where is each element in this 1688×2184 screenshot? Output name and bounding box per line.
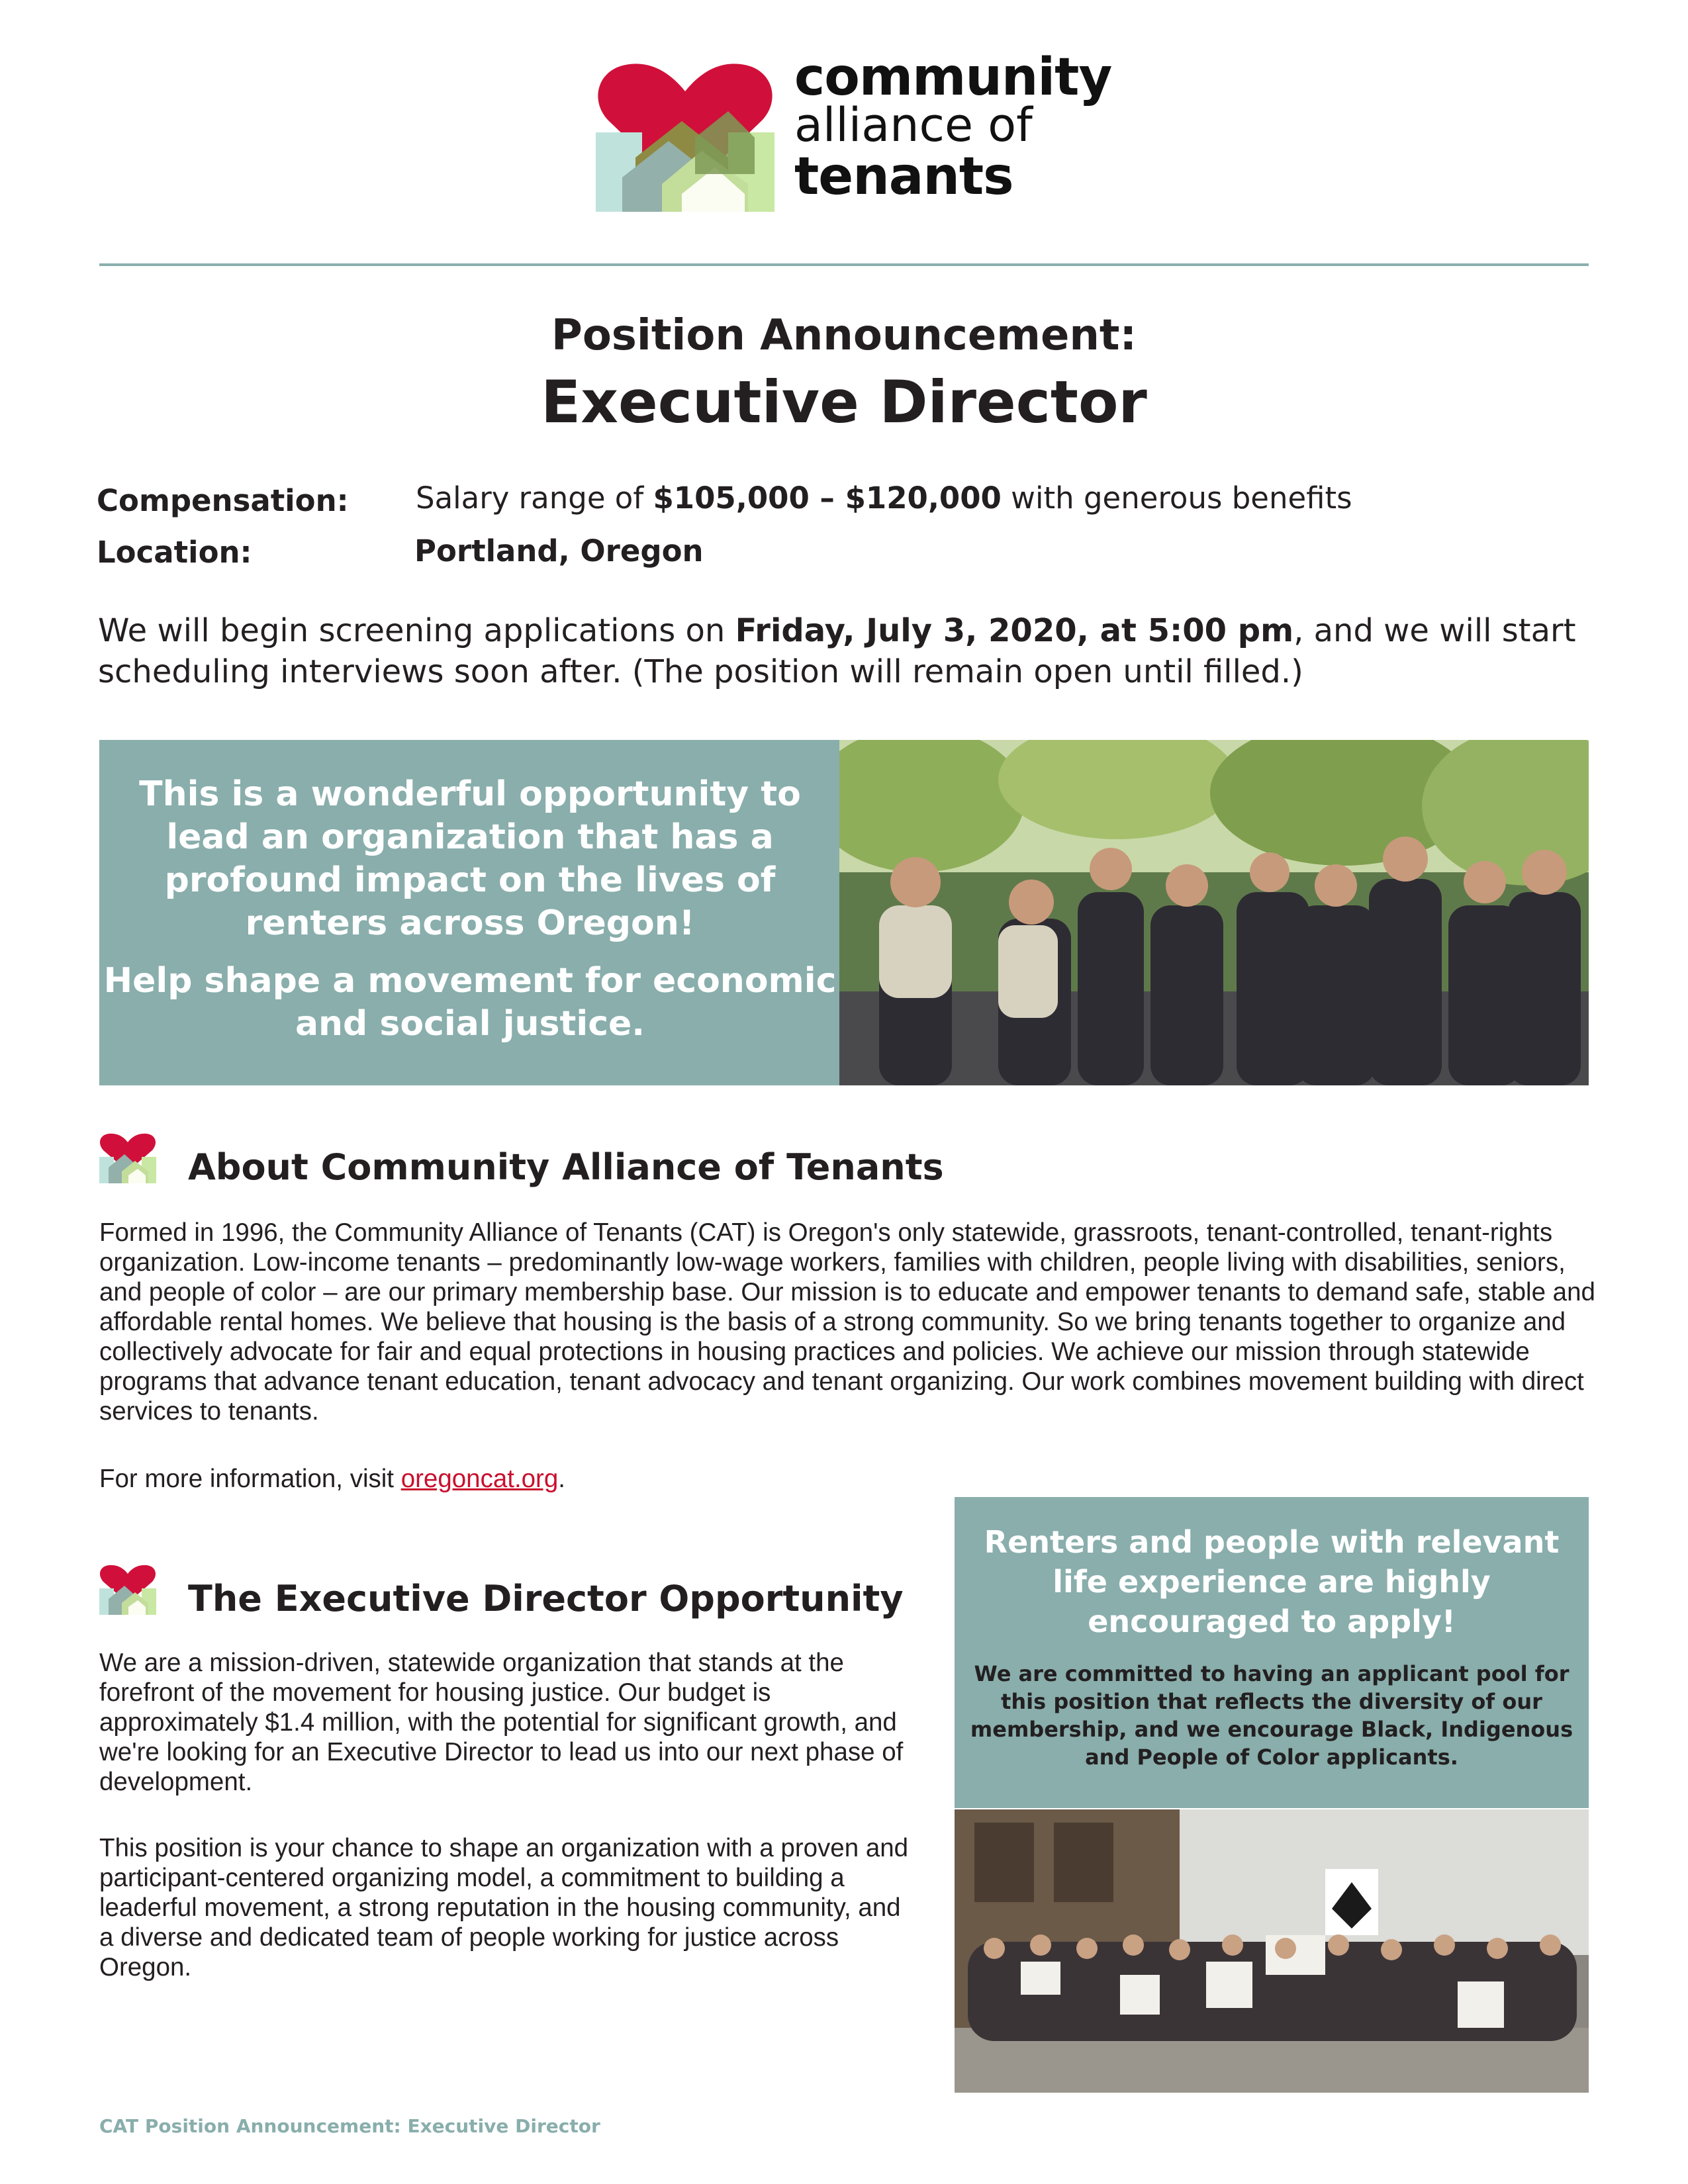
heart-house-icon [99,1565,156,1615]
compensation-value [416,480,1352,516]
more-info-suffix: . [558,1465,565,1493]
more-info-prefix: For more information, visit [99,1465,401,1493]
banner-paragraph-2: Help shape a movement for economic and social justice. [103,961,837,1044]
more-info [99,1464,565,1494]
about-heading: About Community Alliance of Tenants [188,1146,944,1188]
oregoncat-link[interactable]: oregoncat.org [400,1465,559,1493]
encouragement-heading: Renters and people with relevant life experience are highly encouraged to apply! [984,1524,1560,1639]
location-value: Portland, Oregon [414,533,704,569]
page-footer: CAT Position Announcement: Executive Director [99,2115,600,2137]
opportunity-heading: The Executive Director Opportunity [188,1578,904,1619]
screening-date: Friday, July 3, 2020, at 5:00 pm [735,612,1294,649]
page-title-line-2: Executive Director [541,368,1147,436]
screening-suffix: , and we will start scheduling interviews soon after. (The position will remain open until filled.) [98,612,1576,690]
logo-line-2: alliance of [794,98,1033,152]
banner-paragraph-1: This is a wonderful opportunity to lead an organization that has a profound impact on the lives of renters across Oregon! [139,774,801,943]
logo-line-1: community [794,48,1112,107]
header-divider [99,263,1589,266]
rally-photo [955,1809,1589,2093]
about-body: Formed in 1996, the Community Alliance of Tenants (CAT) is Oregon's only statewide, grassroots, tenant-controlled, tenant-rights organization. Low-income tenants – predominantly low-wage workers, families with children, people living with disabilities, seniors, and people of color – are our primary membership base. Our mission is to educate and empower tenants to demand safe, stable and affordable rental homes. We believe that housing is the basis of a strong community. So we bring tenants together to organize and collectively advocate for fair and equal protections in housing practices and policies. We achieve our mission through statewide programs that advance tenant education, tenant advocacy and tenant organizing. Our work combines movement building with direct services to tenants. [99,1218,1595,1426]
compensation-suffix: with generous benefits [1001,480,1352,516]
logo-wordmark [794,48,1112,206]
opportunity-paragraph-1: We are a mission-driven, statewide organization that stands at the forefront of the movement for housing justice. Our budget is approximately $1.4 million, with the potential for significant growth, and we're looking for an Executive Director to lead us into our next phase of development. [99,1649,904,1796]
heart-house-icon [99,1133,156,1183]
encouragement-body: We are committed to having an applicant pool for this position that reflects the diversity of our membership, and we encourage Black, Indigenous and People of Color applicants. [970,1661,1573,1770]
compensation-prefix: Salary range of [416,480,653,516]
page-title-line-1: Position Announcement: [551,311,1137,360]
location-label: Location: [97,535,252,570]
banner-text [99,773,841,1046]
group-photo [839,740,1589,1085]
screening-prefix: We will begin screening applications on [98,612,735,649]
compensation-range: $105,000 – $120,000 [653,480,1002,516]
screening-notice [98,610,1587,692]
logo-mark [596,58,774,212]
compensation-label: Compensation: [97,483,349,518]
opportunity-paragraph-2: This position is your chance to shape an organization with a proven and participant-centered organizing model, a commitment to building a leaderful movement, a strong reputation in the housing community, and a diverse and dedicated team of people working for justice across Oregon. [99,1834,909,1981]
logo-line-3: tenants [794,147,1013,206]
